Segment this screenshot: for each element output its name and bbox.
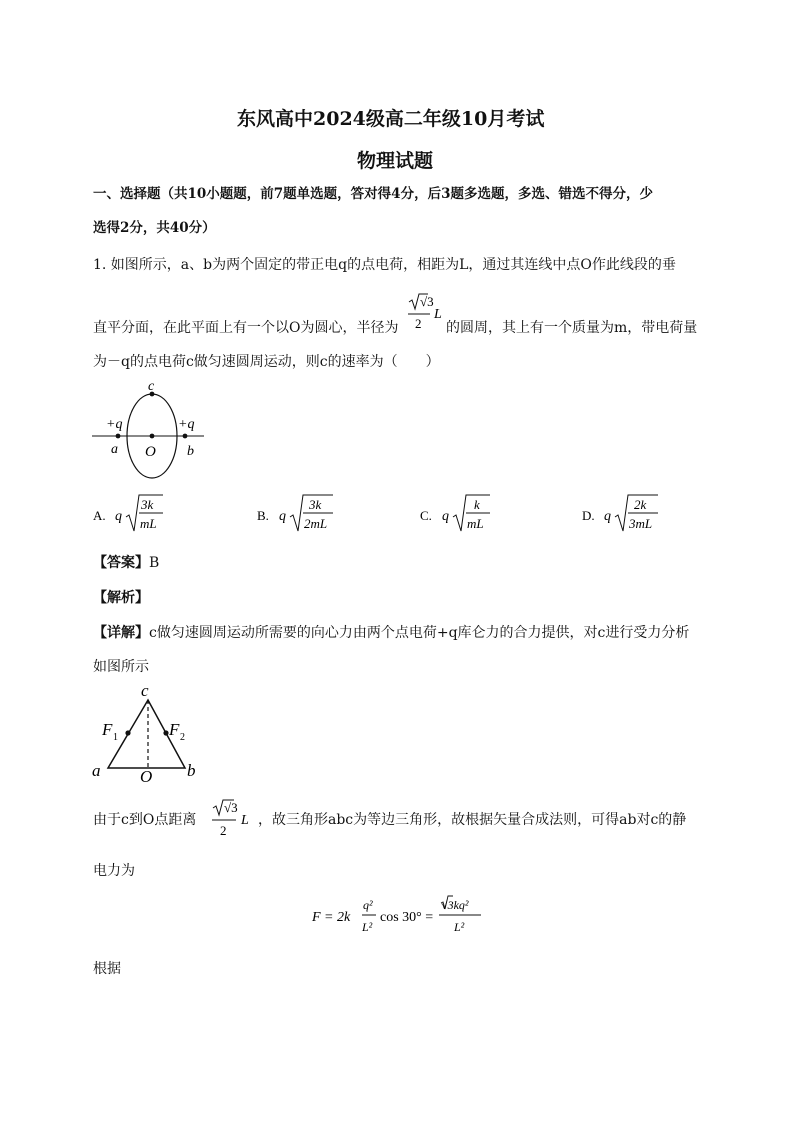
- f2-dot: [163, 730, 168, 735]
- page-title: 东风高中2024级高二年级10月考试: [237, 108, 545, 130]
- option-A-den: mL: [140, 516, 157, 531]
- detail-line5: 根据: [93, 961, 121, 977]
- question-line2-post: 的圆周，其上有一个质量为m，带电荷量: [446, 320, 698, 336]
- detail-line3-post: ，故三角形abc为等边三角形，故根据矢量合成法则，可得ab对c的静: [258, 812, 687, 828]
- option-C-num: k: [474, 497, 480, 512]
- label-a: a: [111, 442, 118, 457]
- label-left-charge: +q: [106, 417, 123, 432]
- option-A-num: 3k: [141, 497, 154, 512]
- radius-den: 2: [415, 316, 422, 331]
- radius-fraction: [406, 292, 446, 336]
- option-C-letter: C.: [420, 508, 432, 523]
- option-B-num: 3k: [309, 497, 322, 512]
- option-D[interactable]: [582, 493, 672, 539]
- force-formula: [310, 893, 490, 943]
- option-D-den: 3mL: [629, 516, 653, 531]
- question-line2-pre: 直平分面，在此平面上有一个以O为圆心，半径为: [93, 320, 399, 336]
- section-header-line2: 选得2分，共40分）: [93, 220, 216, 236]
- detail-text1: c做匀速圆周运动所需要的向心力由两个点电荷+q库仑力的合力提供，对c进行受力分析: [149, 625, 690, 641]
- option-B-den: 2mL: [304, 516, 328, 531]
- option-B[interactable]: [257, 493, 347, 539]
- section-header-line1: 一、选择题（共10小题题，前7题单选题，答对得4分，后3题多选题，多选、错选不得分，少: [93, 186, 653, 202]
- option-A-letter: A.: [93, 508, 106, 523]
- detail-line2: 如图所示: [93, 659, 149, 675]
- radius-num: √3: [420, 294, 434, 309]
- formula-frac1-num: q²: [363, 898, 373, 912]
- point-a-dot: [116, 434, 121, 439]
- point-b-dot: [183, 434, 188, 439]
- formula-frac2-den: L²: [454, 920, 465, 934]
- tri-label-f1: F: [102, 720, 113, 739]
- label-c: c: [148, 379, 155, 394]
- tri-label-f2-sub: 2: [180, 732, 185, 743]
- label-b: b: [187, 444, 194, 459]
- detail-line1: [93, 626, 689, 640]
- label-right-charge: +q: [178, 417, 195, 432]
- answer-value: B: [149, 555, 160, 571]
- detail-line3-pre: 由于c到O点距离: [93, 812, 197, 828]
- label-O: O: [145, 444, 156, 460]
- tri-label-O: O: [140, 767, 153, 784]
- option-A-coef: q: [115, 509, 122, 524]
- detail-label: 【详解】: [93, 625, 149, 641]
- option-D-coef: q: [604, 509, 611, 524]
- page-subtitle: 物理试题: [357, 150, 434, 172]
- option-B-coef: q: [279, 509, 286, 524]
- option-D-letter: D.: [582, 508, 595, 523]
- option-C-coef: q: [442, 509, 449, 524]
- tri-label-f2: F: [169, 720, 180, 739]
- radius-var: L: [434, 307, 442, 322]
- tri-label-f1-sub: 1: [113, 732, 118, 743]
- question-line1: 1. 如图所示，a、b为两个固定的带正电q的点电荷，相距为L，通过其连线中点O作此线段的垂: [93, 257, 676, 273]
- answer-line: [93, 556, 159, 570]
- f1-dot: [125, 730, 130, 735]
- distance-var: L: [241, 813, 249, 828]
- option-D-num: 2k: [634, 497, 647, 512]
- analysis-label: 【解析】: [93, 590, 149, 606]
- figure-charges-circle: [90, 378, 210, 480]
- option-C[interactable]: [420, 493, 500, 539]
- tri-label-a: a: [92, 761, 101, 780]
- point-o-dot: [150, 434, 155, 439]
- question-line3: 为－q的点电荷c做匀速圆周运动，则c的速率为（ ）: [93, 354, 440, 370]
- tri-label-c: c: [141, 681, 149, 700]
- distance-den: 2: [220, 823, 227, 838]
- answer-label: 【答案】: [93, 555, 149, 571]
- detail-line4: 电力为: [93, 863, 135, 879]
- option-A[interactable]: [93, 493, 173, 539]
- tri-label-b: b: [187, 761, 196, 780]
- distance-fraction: [210, 798, 256, 844]
- formula-lhs: F = 2k: [312, 910, 351, 925]
- option-B-letter: B.: [257, 508, 269, 523]
- option-C-den: mL: [467, 516, 484, 531]
- formula-frac2-num: √3kq²: [441, 898, 469, 912]
- distance-num: √3: [224, 800, 238, 815]
- formula-frac1-den: L²: [362, 920, 373, 934]
- figure-force-triangle: [90, 680, 210, 784]
- formula-mid: cos 30° =: [380, 910, 434, 925]
